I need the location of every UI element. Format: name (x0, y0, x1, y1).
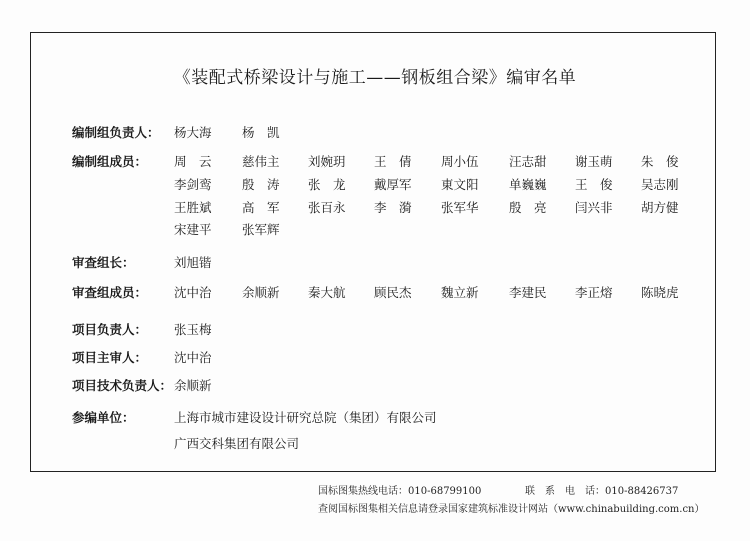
website-note: 查阅国标图集相关信息请登录国家建筑标准设计网站（www.chinabuilding.com.cn） (318, 504, 705, 515)
editor-name: 殷 亮 (509, 200, 547, 215)
reviewer-name: 陈晓虎 (641, 285, 679, 300)
reviewer-name: 顾民杰 (374, 285, 412, 300)
editor-name: 王 俊 (575, 177, 613, 192)
editor-name: 张军辉 (242, 222, 280, 237)
editor-name: 李 漪 (374, 200, 412, 215)
reviewer-name: 秦大航 (308, 285, 346, 300)
editor-name: 王胜斌 (174, 200, 212, 215)
editor-name: 王 倩 (374, 154, 412, 169)
editor-name: 闫兴非 (575, 200, 613, 215)
contact-phone-text: 联 系 电 话：010-88426737 (525, 486, 679, 497)
editor-name: 谢玉萌 (575, 154, 613, 169)
reviewer-name: 李正熔 (575, 285, 613, 300)
review-leader-name: 刘旭锴 (174, 255, 212, 270)
editor-name: 朱 俊 (641, 154, 679, 169)
page-border (30, 32, 716, 472)
editor-name: 汪志甜 (509, 154, 547, 169)
reviewer-name: 魏立新 (441, 285, 479, 300)
editor-name: 张军华 (441, 200, 479, 215)
editor-name: 周小伍 (441, 154, 479, 169)
editor-name: 高 军 (242, 200, 280, 215)
editor-name: 殷 涛 (242, 177, 280, 192)
reviewers-label: 审查组成员： (72, 285, 148, 300)
editor-name: 吴志刚 (641, 177, 679, 192)
editor-name: 胡方健 (641, 200, 679, 215)
editor-name: 张百永 (308, 200, 346, 215)
editor-name: 刘婉玥 (308, 154, 346, 169)
participants-label: 参编单位： (72, 410, 135, 425)
participant-org: 上海市城市建设设计研究总院（集团）有限公司 (174, 410, 437, 425)
reviewer-name: 李建民 (509, 285, 547, 300)
editor-name: 周 云 (174, 154, 212, 169)
project-reviewer-name: 沈中治 (174, 350, 212, 365)
hotline-text: 国标图集热线电话：010-68799100 (318, 486, 482, 497)
editor-name: 戴厚军 (374, 177, 412, 192)
project-reviewer-label: 项目主审人： (72, 350, 148, 365)
participant-org: 广西交科集团有限公司 (174, 436, 300, 451)
editor-name: 宋建平 (174, 222, 212, 237)
reviewer-name: 沈中治 (174, 285, 212, 300)
chief-editor-name: 杨 凯 (242, 125, 280, 140)
chief-editor-label: 编制组负责人： (72, 125, 160, 140)
editors-label: 编制组成员： (72, 154, 148, 169)
project-tech-lead-name: 余顺新 (174, 378, 212, 393)
project-lead-label: 项目负责人： (72, 322, 148, 337)
editor-name: 慈伟主 (242, 154, 280, 169)
editor-name: 单巍巍 (509, 177, 547, 192)
chief-editor-name: 杨大海 (174, 125, 212, 140)
editor-name: 李剑鸾 (174, 177, 212, 192)
editor-name: 张 龙 (308, 177, 346, 192)
editor-name: 東文阳 (441, 177, 479, 192)
page-title: 《装配式桥梁设计与施工——钢板组合梁》编审名单 (173, 68, 577, 88)
project-tech-lead-label: 项目技术负责人： (72, 378, 173, 393)
reviewer-name: 余顺新 (242, 285, 280, 300)
review-leader-label: 审查组长： (72, 255, 135, 270)
project-lead-name: 张玉梅 (174, 322, 212, 337)
